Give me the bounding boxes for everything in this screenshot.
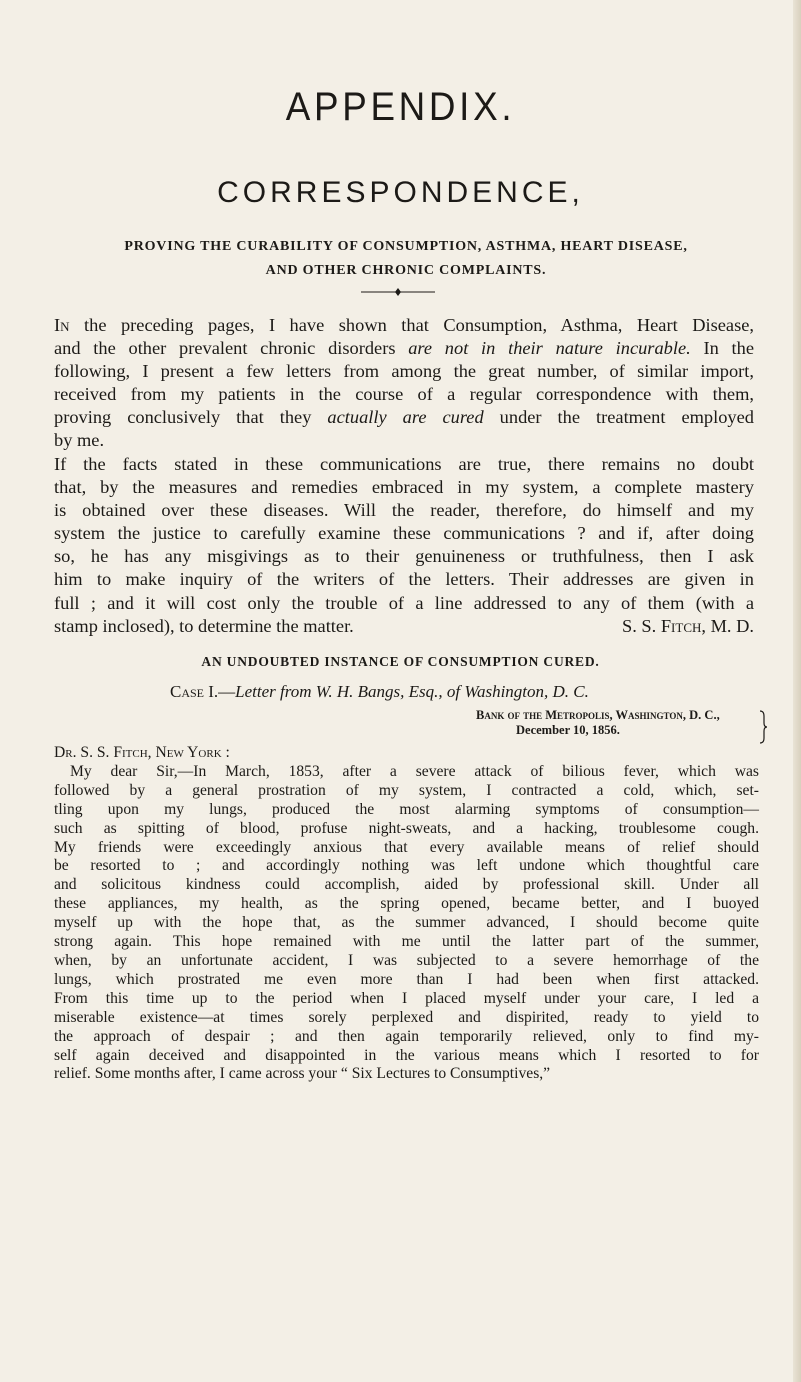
letter-line: miserable existence—at times sorely perplexed and dispirited, ready to yield to bbox=[54, 1008, 759, 1026]
case-from: Letter from W. H. Bangs, Esq., of Washington, D. C. bbox=[235, 682, 589, 701]
text-line: is obtained over these diseases. Will the reader, therefore, do himself and my bbox=[54, 500, 754, 521]
case-label: Case I. bbox=[170, 682, 219, 701]
text-line: so, he has any misgivings as to their genuineness or truthfulness, then I ask bbox=[54, 546, 754, 567]
text-line: proving conclusively that they actually are cured under the treatment employed bbox=[54, 407, 754, 428]
text-line: him to make inquiry of the writers of the letters. Their addresses are given in bbox=[54, 569, 754, 590]
letter-line: be resorted to ; and accordingly nothing was left undone which thoughtful care bbox=[54, 857, 759, 875]
letter-line: and solicitous kindness could accomplish, aided by professional skill. Under all bbox=[54, 876, 759, 894]
letter-line: these appliances, my health, as the spring opened, became better, and I buoyed bbox=[54, 895, 759, 913]
ornament-divider bbox=[353, 286, 443, 298]
subtitle-line: AND OTHER CHRONIC COMPLAINTS. bbox=[265, 263, 547, 278]
letter-body bbox=[54, 744, 759, 1084]
letter-line: when, by an unfortunate accident, I was subjected to a severe hemorrhage of the bbox=[54, 951, 759, 969]
text-line: If the facts stated in these communications are true, there remains no doubt bbox=[54, 454, 754, 474]
correspondence-heading: CORRESPONDENCE, bbox=[217, 176, 584, 209]
letter-line: followed by a general prostration of my system, I contracted a cold, which, set- bbox=[54, 781, 759, 799]
text-line: full ; and it will cost only the trouble of a line addressed to any of them (with a bbox=[54, 592, 754, 613]
letter-line: such as spitting of blood, profuse night-sweats, and a hacking, troublesome cough. bbox=[54, 819, 759, 837]
letter-line: self again deceived and disappointed in the various means which I resorted to for bbox=[54, 1046, 759, 1064]
drop-word: In bbox=[54, 315, 70, 335]
bank-name: Bank of the Metropolis, Washington, D. C., bbox=[476, 708, 720, 722]
intro-paragraph-1 bbox=[54, 314, 754, 453]
text-line: In the preceding pages, I have shown that Consumption, Asthma, Heart Disease, bbox=[54, 315, 754, 335]
text-line: following, I present a few letters from among the great number, of similar import, bbox=[54, 361, 754, 382]
letter-line: tling upon my lungs, produced the most alarming symptoms of consumption— bbox=[54, 800, 759, 818]
letter-line: lungs, which prostrated me even more than I had been when first attacked. bbox=[54, 970, 759, 988]
letter-line: relief. Some months after, I came across your “ Six Lectures to Consumptives,” bbox=[54, 1065, 551, 1083]
letter-date: December 10, 1856. bbox=[516, 723, 620, 737]
text-line: system the justice to carefully examine these communications ? and if, after doing bbox=[54, 523, 754, 544]
appendix-heading: APPENDIX. bbox=[285, 85, 516, 129]
subtitle bbox=[56, 235, 756, 283]
text-line: by me. bbox=[54, 430, 105, 451]
letter-line: strong again. This hope remained with me until the latter part of the summer, bbox=[54, 933, 759, 951]
letter-line: My dear Sir,—In March, 1853, after a severe attack of bilious fever, which was bbox=[70, 762, 759, 780]
section-title: AN UNDOUBTED INSTANCE OF CONSUMPTION CURED. bbox=[201, 654, 600, 669]
letter-line: myself up with the hope that, as the summer advanced, I should become quite bbox=[54, 914, 759, 932]
letter-line: From this time up to the period when I placed myself under your care, I led a bbox=[54, 989, 759, 1007]
text-line: that, by the measures and remedies embraced in my system, a complete mastery bbox=[54, 477, 754, 498]
brace-mark bbox=[758, 710, 768, 744]
text-line: received from my patients in the course of a regular correspondence with them, bbox=[54, 384, 754, 405]
emphasis: actually are cured bbox=[327, 407, 484, 428]
letter-line: the approach of despair ; and then again temporarily relieved, only to find my- bbox=[54, 1027, 759, 1045]
intro-paragraph-2 bbox=[54, 453, 754, 638]
text-line: and the other prevalent chronic disorders are not in their nature incurable. In the bbox=[54, 338, 754, 359]
text-line-content: stamp inclosed), to determine the matter. bbox=[54, 615, 354, 636]
text-line bbox=[54, 615, 754, 638]
letter-header bbox=[476, 708, 720, 738]
subtitle-line: PROVING THE CURABILITY OF CONSUMPTION, ASTHMA, HEART DISEASE, bbox=[124, 239, 688, 254]
salutation: Dr. S. S. Fitch, New York : bbox=[54, 744, 230, 761]
emphasis: are not in their nature incurable. bbox=[408, 338, 691, 359]
case-title: Case I.—Letter from W. H. Bangs, Esq., of Washington, D. C. bbox=[170, 682, 589, 701]
signature: S. S. Fitch, M. D. bbox=[621, 615, 754, 636]
letter-line: My friends were exceedingly anxious that every available means of relief should bbox=[54, 838, 759, 856]
